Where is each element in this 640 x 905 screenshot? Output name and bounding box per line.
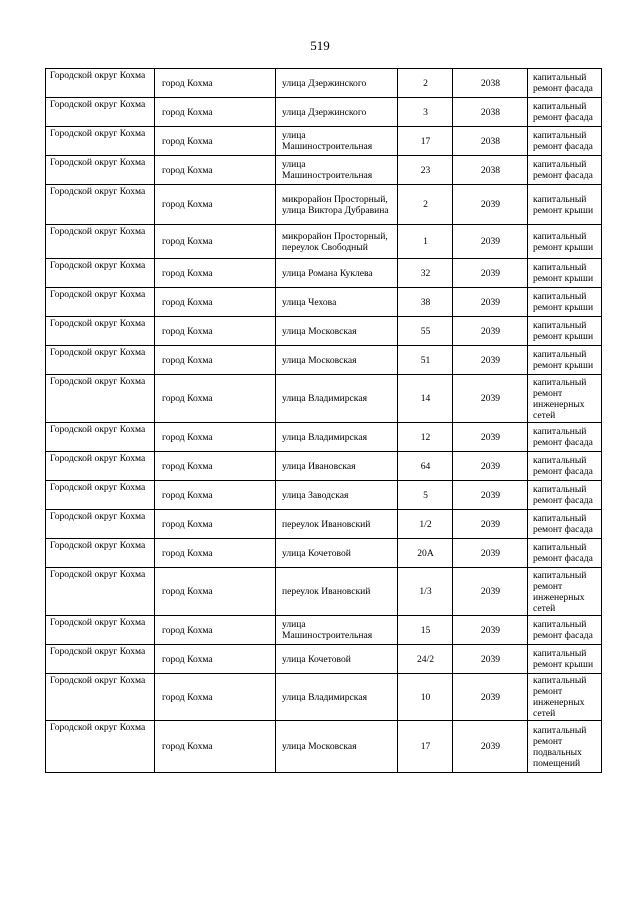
city-cell: город Кохма (155, 346, 276, 375)
city-cell: город Кохма (155, 423, 276, 452)
street-cell: улица Чехова (276, 288, 398, 317)
work-type-cell: капитальный ремонт крыши (528, 346, 602, 375)
street-cell: микрорайон Просторный, улица Виктора Дубравина (276, 185, 398, 225)
city-cell: город Кохма (155, 721, 276, 773)
municipality-cell: Городской округ Кохма (46, 568, 155, 616)
table-row (46, 539, 602, 568)
repair-schedule-table (45, 68, 602, 773)
house-number-cell: 1 (398, 225, 453, 259)
house-number-cell: 64 (398, 452, 453, 481)
table-row (46, 69, 602, 98)
table-row (46, 481, 602, 510)
city-cell: город Кохма (155, 185, 276, 225)
municipality-cell: Городской округ Кохма (46, 674, 155, 721)
table-row (46, 98, 602, 127)
year-cell: 2039 (453, 645, 528, 674)
table-row (46, 259, 602, 288)
street-cell: улица Московская (276, 346, 398, 375)
municipality-cell: Городской округ Кохма (46, 185, 155, 225)
street-cell: улица Владимирская (276, 674, 398, 721)
municipality-cell: Городской округ Кохма (46, 452, 155, 481)
house-number-cell: 1/3 (398, 568, 453, 616)
table-row (46, 156, 602, 185)
city-cell: город Кохма (155, 69, 276, 98)
street-cell: переулок Ивановский (276, 568, 398, 616)
city-cell: город Кохма (155, 288, 276, 317)
house-number-cell: 15 (398, 616, 453, 645)
work-type-cell: капитальный ремонт инженерных сетей (528, 375, 602, 423)
house-number-cell: 20А (398, 539, 453, 568)
municipality-cell: Городской округ Кохма (46, 317, 155, 346)
year-cell: 2039 (453, 481, 528, 510)
year-cell: 2039 (453, 568, 528, 616)
municipality-cell: Городской округ Кохма (46, 127, 155, 156)
year-cell: 2039 (453, 375, 528, 423)
year-cell: 2039 (453, 510, 528, 539)
year-cell: 2039 (453, 185, 528, 225)
table-row (46, 225, 602, 259)
table-row (46, 645, 602, 674)
house-number-cell: 17 (398, 721, 453, 773)
house-number-cell: 51 (398, 346, 453, 375)
house-number-cell: 5 (398, 481, 453, 510)
year-cell: 2039 (453, 674, 528, 721)
municipality-cell: Городской округ Кохма (46, 616, 155, 645)
year-cell: 2039 (453, 225, 528, 259)
city-cell: город Кохма (155, 317, 276, 346)
table-row (46, 568, 602, 616)
table-row (46, 721, 602, 773)
table-row (46, 452, 602, 481)
municipality-cell: Городской округ Кохма (46, 375, 155, 423)
work-type-cell: капитальный ремонт крыши (528, 225, 602, 259)
work-type-cell: капитальный ремонт фасада (528, 452, 602, 481)
table-row (46, 346, 602, 375)
street-cell: улица Дзержинского (276, 69, 398, 98)
municipality-cell: Городской округ Кохма (46, 423, 155, 452)
work-type-cell: капитальный ремонт крыши (528, 288, 602, 317)
work-type-cell: капитальный ремонт крыши (528, 185, 602, 225)
work-type-cell: капитальный ремонт фасада (528, 481, 602, 510)
municipality-cell: Городской округ Кохма (46, 721, 155, 773)
house-number-cell: 12 (398, 423, 453, 452)
street-cell: улица Ивановская (276, 452, 398, 481)
street-cell: улица Машиностроительная (276, 127, 398, 156)
municipality-cell: Городской округ Кохма (46, 156, 155, 185)
street-cell: микрорайон Просторный, переулок Свободный (276, 225, 398, 259)
city-cell: город Кохма (155, 510, 276, 539)
city-cell: город Кохма (155, 539, 276, 568)
table-row (46, 127, 602, 156)
city-cell: город Кохма (155, 616, 276, 645)
street-cell: улица Владимирская (276, 375, 398, 423)
house-number-cell: 10 (398, 674, 453, 721)
municipality-cell: Городской округ Кохма (46, 225, 155, 259)
work-type-cell: капитальный ремонт фасада (528, 539, 602, 568)
year-cell: 2039 (453, 721, 528, 773)
street-cell: улица Московская (276, 721, 398, 773)
page-number: 519 (310, 38, 330, 53)
work-type-cell: капитальный ремонт крыши (528, 259, 602, 288)
house-number-cell: 2 (398, 69, 453, 98)
table-row (46, 423, 602, 452)
year-cell: 2039 (453, 288, 528, 317)
table-row (46, 510, 602, 539)
work-type-cell: капитальный ремонт фасада (528, 423, 602, 452)
municipality-cell: Городской округ Кохма (46, 510, 155, 539)
house-number-cell: 38 (398, 288, 453, 317)
year-cell: 2038 (453, 98, 528, 127)
table-row (46, 616, 602, 645)
work-type-cell: капитальный ремонт фасада (528, 98, 602, 127)
city-cell: город Кохма (155, 481, 276, 510)
street-cell: переулок Ивановский (276, 510, 398, 539)
street-cell: улица Кочетовой (276, 539, 398, 568)
house-number-cell: 2 (398, 185, 453, 225)
year-cell: 2039 (453, 259, 528, 288)
city-cell: город Кохма (155, 98, 276, 127)
work-type-cell: капитальный ремонт фасада (528, 156, 602, 185)
municipality-cell: Городской округ Кохма (46, 346, 155, 375)
house-number-cell: 55 (398, 317, 453, 346)
table-row (46, 288, 602, 317)
house-number-cell: 24/2 (398, 645, 453, 674)
year-cell: 2039 (453, 423, 528, 452)
municipality-cell: Городской округ Кохма (46, 288, 155, 317)
municipality-cell: Городской округ Кохма (46, 481, 155, 510)
work-type-cell: капитальный ремонт фасада (528, 510, 602, 539)
table-row (46, 674, 602, 721)
house-number-cell: 3 (398, 98, 453, 127)
work-type-cell: капитальный ремонт инженерных сетей (528, 674, 602, 721)
street-cell: улица Московская (276, 317, 398, 346)
work-type-cell: капитальный ремонт фасада (528, 616, 602, 645)
year-cell: 2039 (453, 317, 528, 346)
work-type-cell: капитальный ремонт подвальных помещений (528, 721, 602, 773)
work-type-cell: капитальный ремонт фасада (528, 127, 602, 156)
work-type-cell: капитальный ремонт инженерных сетей (528, 568, 602, 616)
city-cell: город Кохма (155, 225, 276, 259)
year-cell: 2038 (453, 156, 528, 185)
city-cell: город Кохма (155, 674, 276, 721)
municipality-cell: Городской округ Кохма (46, 259, 155, 288)
city-cell: город Кохма (155, 127, 276, 156)
city-cell: город Кохма (155, 645, 276, 674)
municipality-cell: Городской округ Кохма (46, 69, 155, 98)
house-number-cell: 32 (398, 259, 453, 288)
street-cell: улица Дзержинского (276, 98, 398, 127)
house-number-cell: 14 (398, 375, 453, 423)
house-number-cell: 23 (398, 156, 453, 185)
table-row (46, 317, 602, 346)
street-cell: улица Кочетовой (276, 645, 398, 674)
street-cell: улица Машиностроительная (276, 616, 398, 645)
city-cell: город Кохма (155, 452, 276, 481)
city-cell: город Кохма (155, 259, 276, 288)
year-cell: 2038 (453, 69, 528, 98)
work-type-cell: капитальный ремонт крыши (528, 317, 602, 346)
work-type-cell: капитальный ремонт крыши (528, 645, 602, 674)
house-number-cell: 17 (398, 127, 453, 156)
table-row (46, 375, 602, 423)
city-cell: город Кохма (155, 156, 276, 185)
municipality-cell: Городской округ Кохма (46, 98, 155, 127)
city-cell: город Кохма (155, 375, 276, 423)
year-cell: 2039 (453, 452, 528, 481)
house-number-cell: 1/2 (398, 510, 453, 539)
year-cell: 2039 (453, 539, 528, 568)
work-type-cell: капитальный ремонт фасада (528, 69, 602, 98)
street-cell: улица Владимирская (276, 423, 398, 452)
street-cell: улица Заводская (276, 481, 398, 510)
street-cell: улица Машиностроительная (276, 156, 398, 185)
year-cell: 2039 (453, 616, 528, 645)
table-body (46, 69, 602, 773)
table-row (46, 185, 602, 225)
municipality-cell: Городской округ Кохма (46, 645, 155, 674)
municipality-cell: Городской округ Кохма (46, 539, 155, 568)
street-cell: улица Романа Куклева (276, 259, 398, 288)
year-cell: 2038 (453, 127, 528, 156)
year-cell: 2039 (453, 346, 528, 375)
city-cell: город Кохма (155, 568, 276, 616)
